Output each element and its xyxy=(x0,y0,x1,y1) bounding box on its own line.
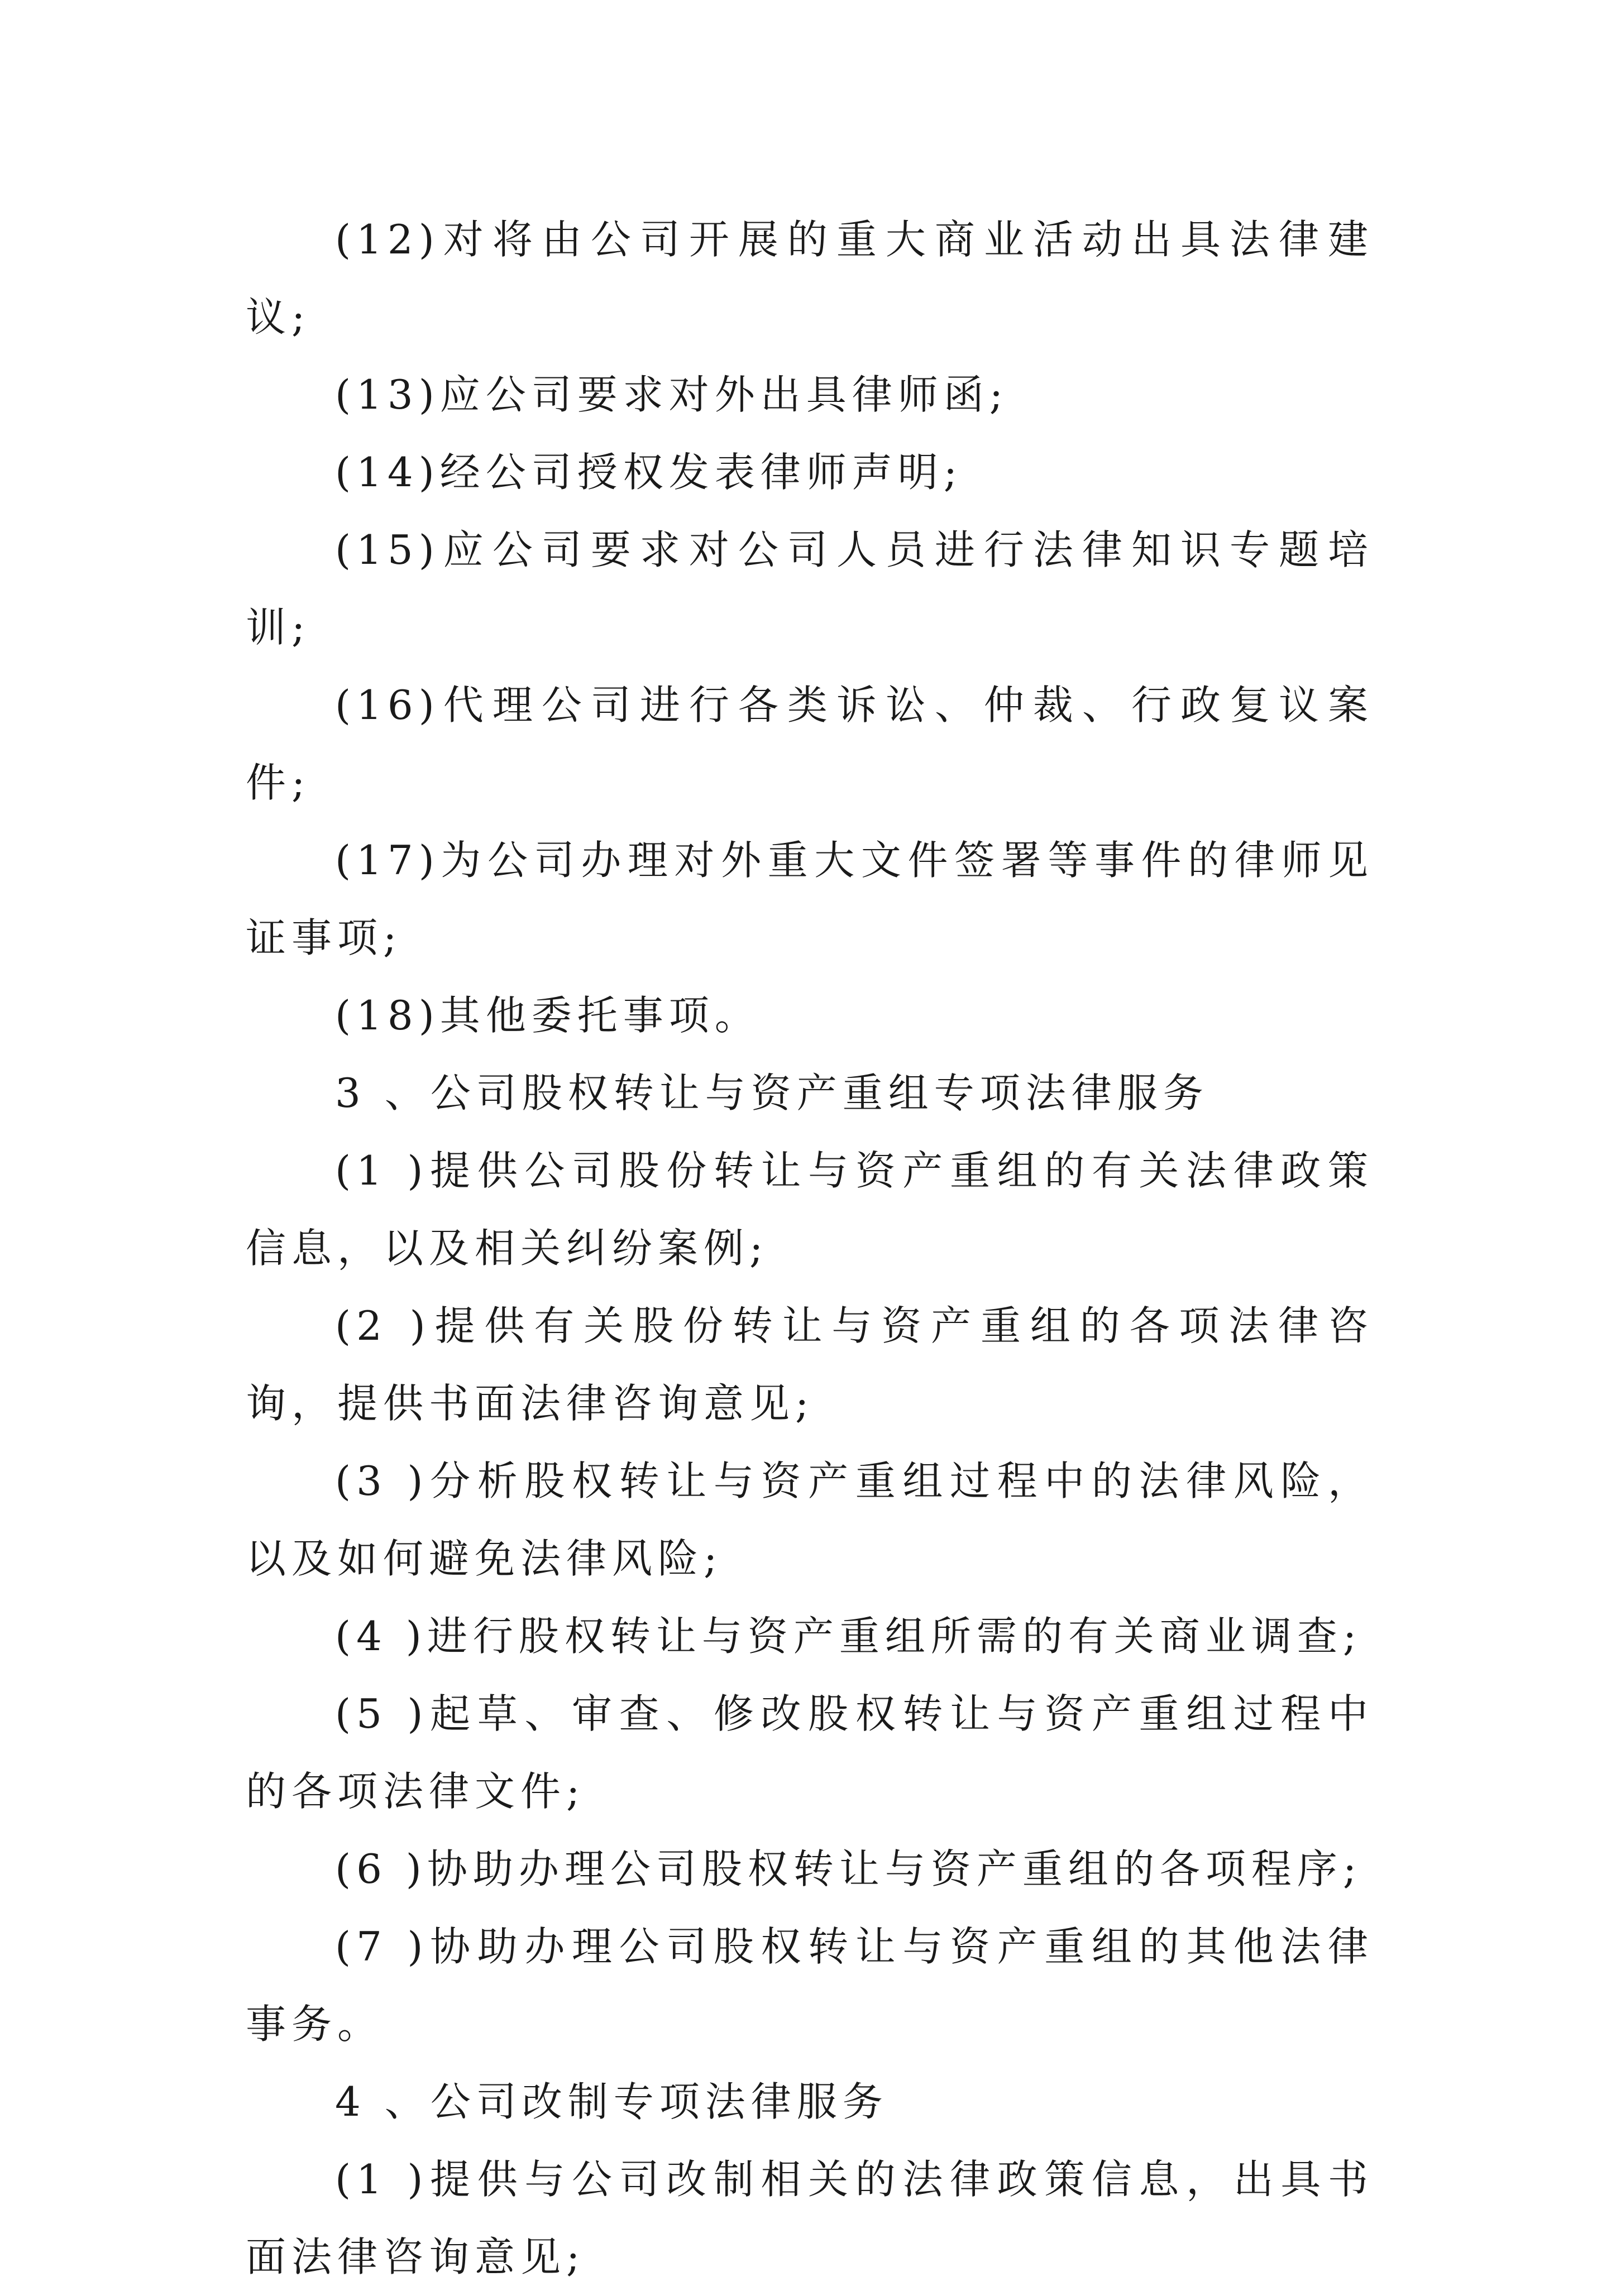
paragraph-item-15: (15)应公司要求对公司人员进行法律知识专题培训; xyxy=(246,526,1374,651)
paragraph-section3-item-7: (7 )协助办理公司股权转让与资产重组的其他法律事务。 xyxy=(246,1923,1374,2048)
paragraph-item-17: (17)为公司办理对外重大文件签署等事件的律师见证事项; xyxy=(246,837,1374,961)
paragraph-item-16: (16)代理公司进行各类诉讼、仲裁、行政复议案件; xyxy=(246,682,1374,806)
paragraph-section3-item-2: (2 )提供有关股份转让与资产重组的各项法律咨询，提供书面法律咨询意见; xyxy=(246,1302,1374,1427)
paragraph-item-13: (13)应公司要求对外出具律师函; xyxy=(335,371,1009,418)
paragraph-item-14: (14)经公司授权发表律师声明; xyxy=(335,449,963,496)
paragraph-section3-item-1: (1 )提供公司股份转让与资产重组的有关法律政策信息，以及相关纠纷案例; xyxy=(246,1147,1374,1272)
section-heading-4: 4 、公司改制专项法律服务 xyxy=(335,2078,888,2125)
paragraph-item-12: (12)对将由公司开展的重大商业活动出具法律建议; xyxy=(246,216,1374,341)
section-heading-3: 3 、公司股权转让与资产重组专项法律服务 xyxy=(335,1070,1209,1116)
paragraph-section3-item-6: (6 )协助办理公司股权转让与资产重组的各项程序; xyxy=(335,1846,1362,1892)
paragraph-item-18: (18)其他委托事项。 xyxy=(335,992,761,1039)
paragraph-section3-item-4: (4 )进行股权转让与资产重组所需的有关商业调查; xyxy=(335,1613,1362,1660)
paragraph-section4-item-1: (1 )提供与公司改制相关的法律政策信息，出具书面法律咨询意见; xyxy=(246,2156,1374,2280)
paragraph-section3-item-5: (5 )起草、审查、修改股权转让与资产重组过程中的各项法律文件; xyxy=(246,1690,1374,1815)
document-body xyxy=(246,201,1374,2296)
paragraph-section3-item-3: (3 )分析股权转让与资产重组过程中的法律风险，以及如何避免法律风险; xyxy=(246,1458,1374,1582)
